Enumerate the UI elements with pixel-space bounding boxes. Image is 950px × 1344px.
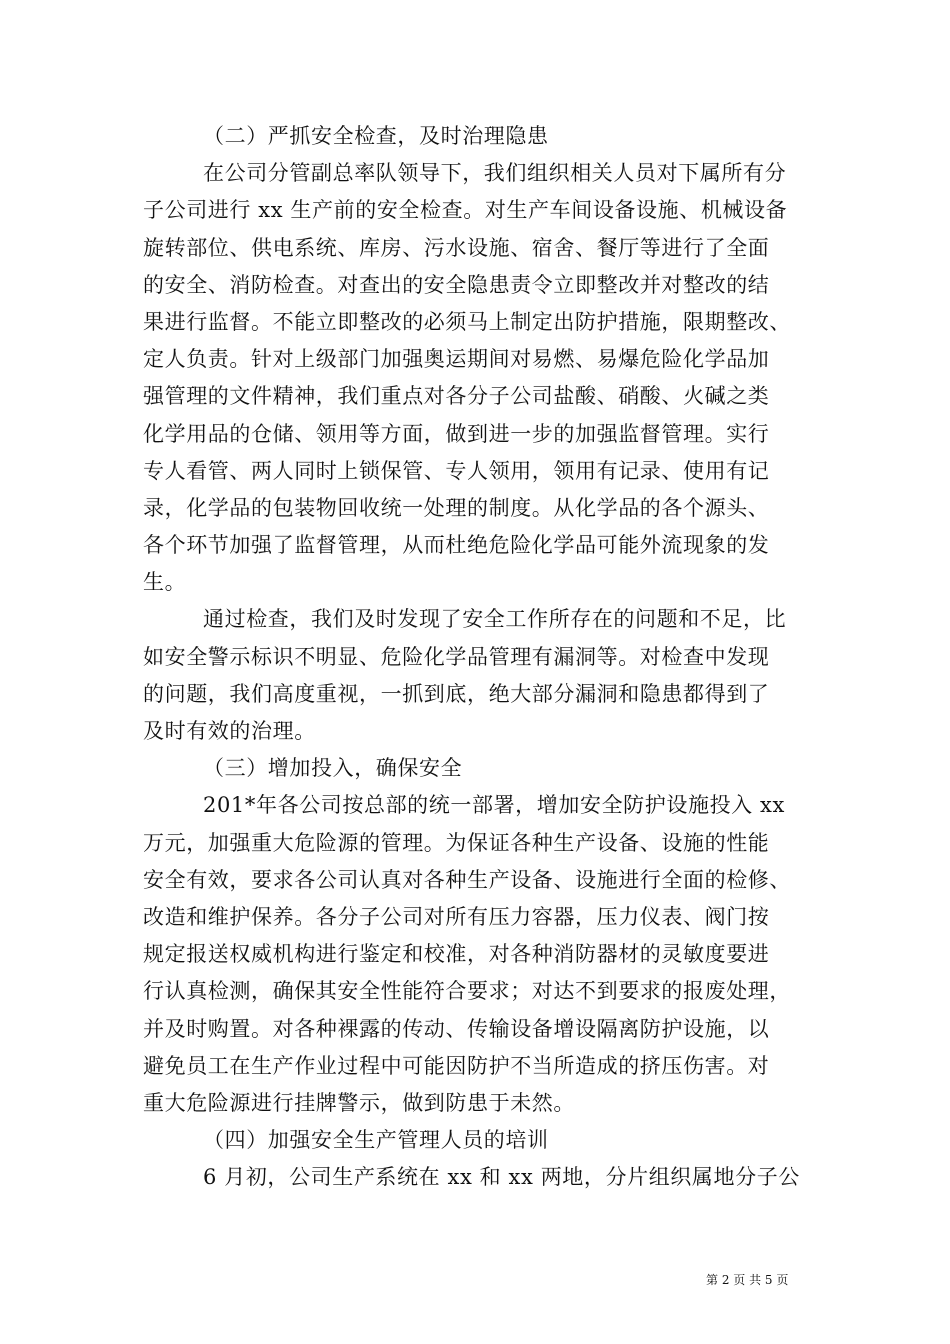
paragraph-line: 的安全、消防检查。对查出的安全隐患责令立即整改并对整改的结 (143, 272, 770, 297)
paragraph-line: 避免员工在生产作业过程中可能因防护不当所造成的挤压伤害。对 (143, 1053, 770, 1078)
paragraph-line: 201*年各公司按总部的统一部署，增加安全防护设施投入 xx (203, 793, 785, 818)
paragraph-line: 定人负责。针对上级部门加强奥运期间对易燃、易爆危险化学品加 (143, 347, 770, 372)
paragraph-line: 强管理的文件精神，我们重点对各分子公司盐酸、硝酸、火碱之类 (143, 384, 770, 409)
paragraph-line: 子公司进行 xx 生产前的安全检查。对生产车间设备设施、机械设备 (143, 198, 788, 223)
paragraph-line: 万元，加强重大危险源的管理。为保证各种生产设备、设施的性能 (143, 830, 770, 855)
paragraph-line: 6 月初，公司生产系统在 xx 和 xx 两地，分片组织属地分子公 (203, 1165, 800, 1190)
body-text (143, 118, 811, 1196)
paragraph-line: 生。 (143, 570, 187, 595)
paragraph-line: 专人看管、两人同时上锁保管、专人领用，领用有记录、使用有记 (143, 458, 770, 483)
paragraph-line: 各个环节加强了监督管理，从而杜绝危险化学品可能外流现象的发 (143, 533, 770, 558)
paragraph-line: 规定报送权威机构进行鉴定和校准，对各种消防器材的灵敏度要进 (143, 942, 770, 967)
paragraph-line: 果进行监督。不能立即整改的必须马上制定出防护措施，限期整改、 (143, 309, 791, 334)
section-heading-3: （三）增加投入，确保安全 (203, 756, 463, 781)
page-number-footer: 第 2 页 共 5 页 (706, 1273, 789, 1287)
paragraph-line: 如安全警示标识不明显、危险化学品管理有漏洞等。对检查中发现 (143, 644, 770, 669)
paragraph-line: 改造和维护保养。各分子公司对所有压力容器，压力仪表、阀门按 (143, 904, 770, 929)
paragraph-line: 录，化学品的包装物回收统一处理的制度。从化学品的各个源头、 (143, 495, 770, 520)
paragraph-line: 旋转部位、供电系统、库房、污水设施、宿舍、餐厅等进行了全面 (143, 235, 770, 260)
paragraph-line: 及时有效的治理。 (143, 719, 316, 743)
paragraph-line: 的问题，我们高度重视，一抓到底，绝大部分漏洞和隐患都得到了 (143, 681, 770, 706)
paragraph-line: 并及时购置。对各种裸露的传动、传输设备增设隔离防护设施，以 (143, 1016, 770, 1041)
paragraph-line: 重大危险源进行挂牌警示，做到防患于未然。 (143, 1090, 575, 1115)
paragraph-line: 在公司分管副总率队领导下，我们组织相关人员对下属所有分 (203, 161, 787, 186)
paragraph-line: 通过检查，我们及时发现了安全工作所存在的问题和不足，比 (203, 607, 787, 632)
paragraph-line: 化学用品的仓储、领用等方面，做到进一步的加强监督管理。实行 (143, 421, 770, 446)
paragraph-line: 行认真检测，确保其安全性能符合要求；对达不到要求的报废处理， (143, 979, 791, 1004)
paragraph-line: 安全有效，要求各公司认真对各种生产设备、设施进行全面的检修、 (143, 867, 791, 892)
section-heading-2: （二）严抓安全检查，及时治理隐患 (203, 124, 549, 148)
section-heading-4: （四）加强安全生产管理人员的培训 (203, 1128, 549, 1153)
